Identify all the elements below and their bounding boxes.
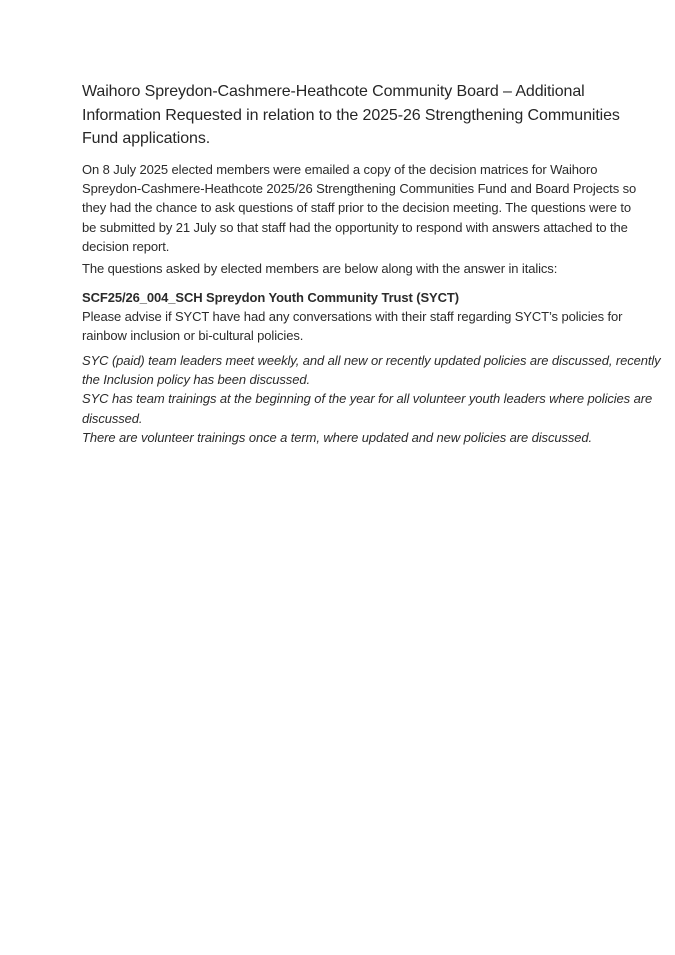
intro-paragraph bbox=[82, 160, 637, 257]
questions-note-line: The questions asked by elected members are below along with the answer in italics: bbox=[82, 261, 558, 277]
questions-note bbox=[82, 259, 627, 278]
application-heading: SCF25/26_004_SCH Spreydon Youth Community Trust (SYCT) bbox=[82, 289, 459, 305]
intro-line-2: Spreydon-Cashmere-Heathcote 2025/26 Strengthening Communities Fund and Board Projects so bbox=[82, 180, 637, 196]
intro-line-5: decision report. bbox=[82, 238, 170, 254]
document-title bbox=[82, 80, 627, 151]
intro-line-1: On 8 July 2025 elected members were emailed a copy of the decision matrices for Waihoro bbox=[82, 161, 598, 177]
question-line-1: Please advise if SYCT have had any conversations with their staff regarding SYCT’s policies for bbox=[82, 308, 623, 324]
question-line-2: rainbow inclusion or bi-cultural policies. bbox=[82, 328, 304, 344]
answer-line-3: SYC has team trainings at the beginning of the year for all volunteer youth leaders where policies are bbox=[82, 391, 653, 407]
title-line-3: Fund applications. bbox=[82, 130, 211, 147]
title-line-1: Waihoro Spreydon-Cashmere-Heathcote Community Board – Additional bbox=[82, 83, 585, 100]
title-line-2: Information Requested in relation to the 2025-26 Strengthening Communities bbox=[82, 106, 620, 124]
answer-line-5: There are volunteer trainings once a term, where updated and new policies are discussed. bbox=[82, 429, 593, 445]
application-answer-block bbox=[82, 351, 661, 448]
intro-line-4: be submitted by 21 July so that staff had the opportunity to respond with answers attached to the bbox=[82, 219, 628, 235]
answer-line-1: SYC (paid) team leaders meet weekly, and all new or recently updated policies are discussed, recently bbox=[82, 352, 661, 368]
document-content bbox=[82, 80, 661, 447]
answer-line-2: the Inclusion policy has been discussed. bbox=[82, 371, 310, 387]
application-question-block bbox=[82, 288, 627, 346]
intro-line-3: they had the chance to ask questions of staff prior to the decision meeting. The questions were to bbox=[82, 200, 632, 216]
answer-line-4: discussed. bbox=[82, 410, 143, 426]
